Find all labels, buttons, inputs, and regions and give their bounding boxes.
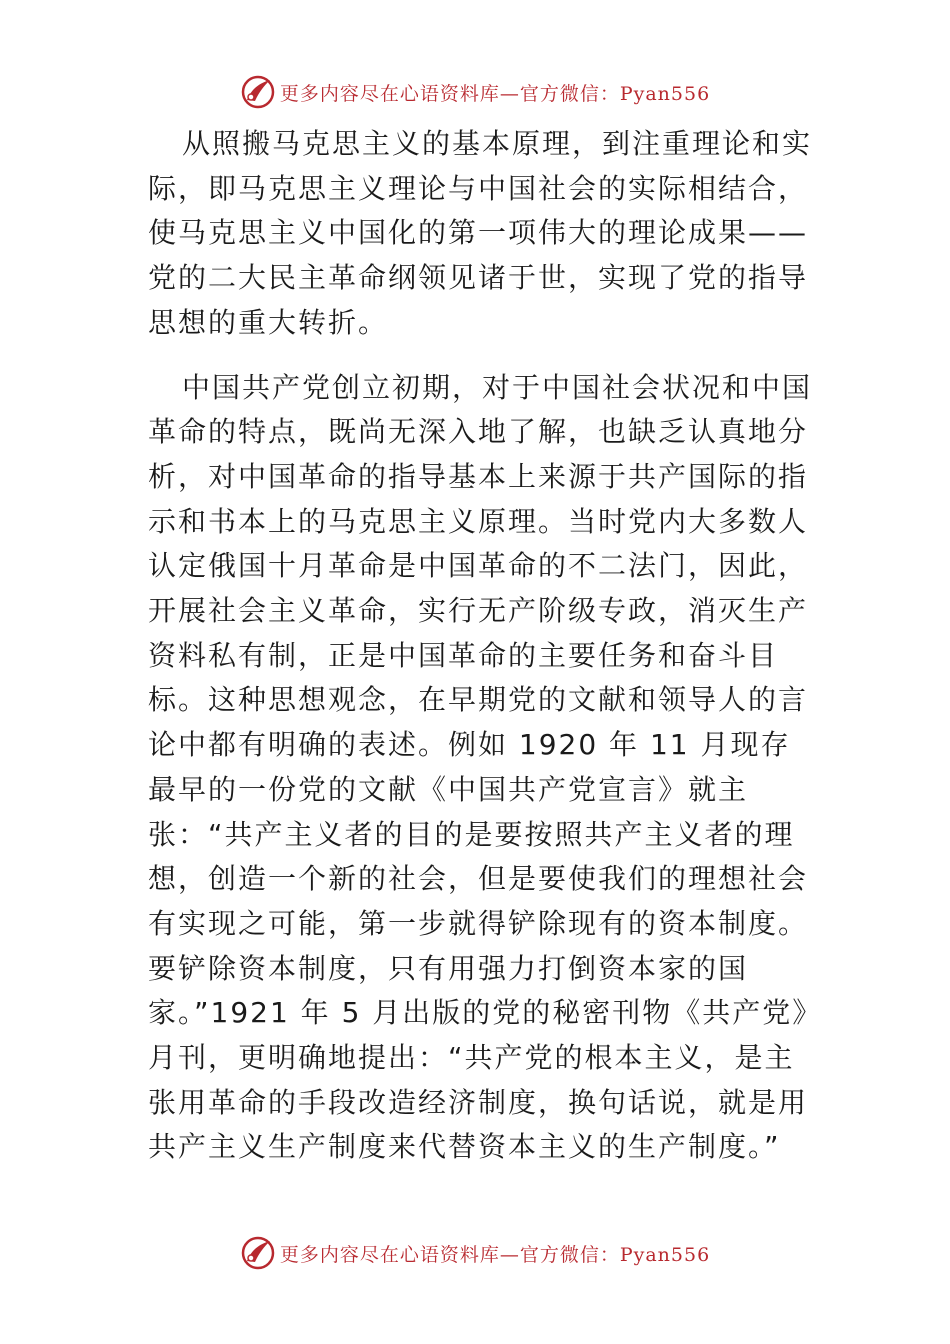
brush-logo-icon [240, 1235, 276, 1271]
brush-logo-icon [240, 74, 276, 110]
document-body [148, 122, 816, 1170]
footer-banner-text: 更多内容尽在心语资料库—官方微信：Pyan556 [279, 1243, 711, 1266]
paragraph: 从照搬马克思主义的基本原理，到注重理论和实际，即马克思主义理论与中国社会的实际相结合，使马克思主义中国化的第一项伟大的理论成果——党的二大民主革命纲领见诸于世，实现了党的指导思想的重大转折。 [148, 127, 813, 339]
header-banner [0, 72, 950, 112]
header-banner-text: 更多内容尽在心语资料库—官方微信：Pyan556 [279, 82, 711, 105]
footer-banner [0, 1233, 950, 1273]
paragraph: 中国共产党创立初期，对于中国社会状况和中国革命的特点，既尚无深入地了解，也缺乏认真地分析，对中国革命的指导基本上来源于共产国际的指示和书本上的马克思主义原理。当时党内大多数人认定俄国十月革命是中国革命的不二法门，因此，开展社会主义革命，实行无产阶级专政，消灭生产资料私有制，正是中国革命的主要任务和奋斗目标。这种思想观念，在早期党的文献和领导人的言论中都有明确的表述。例如 1920 年 11 月现存最早的一份党的文献《中国共产党宣言》就主张：“共产主义者的目的是要按照共产主义者的理想，创造一个新的社会，但是要使我们的理想社会有实现之可能，第一步就得铲除现有的资本制度。要铲除资本制度，只有用强力打倒资本家的国家。”1921 年 5 月出版的党的秘密刊物《共产党》月刊，更明确地提出：“共产党的根本主义，是主张用革命的手段改造经济制度，换句话说，就是用共产主义生产制度来代替资本主义的生产制度。” [148, 370, 813, 1164]
